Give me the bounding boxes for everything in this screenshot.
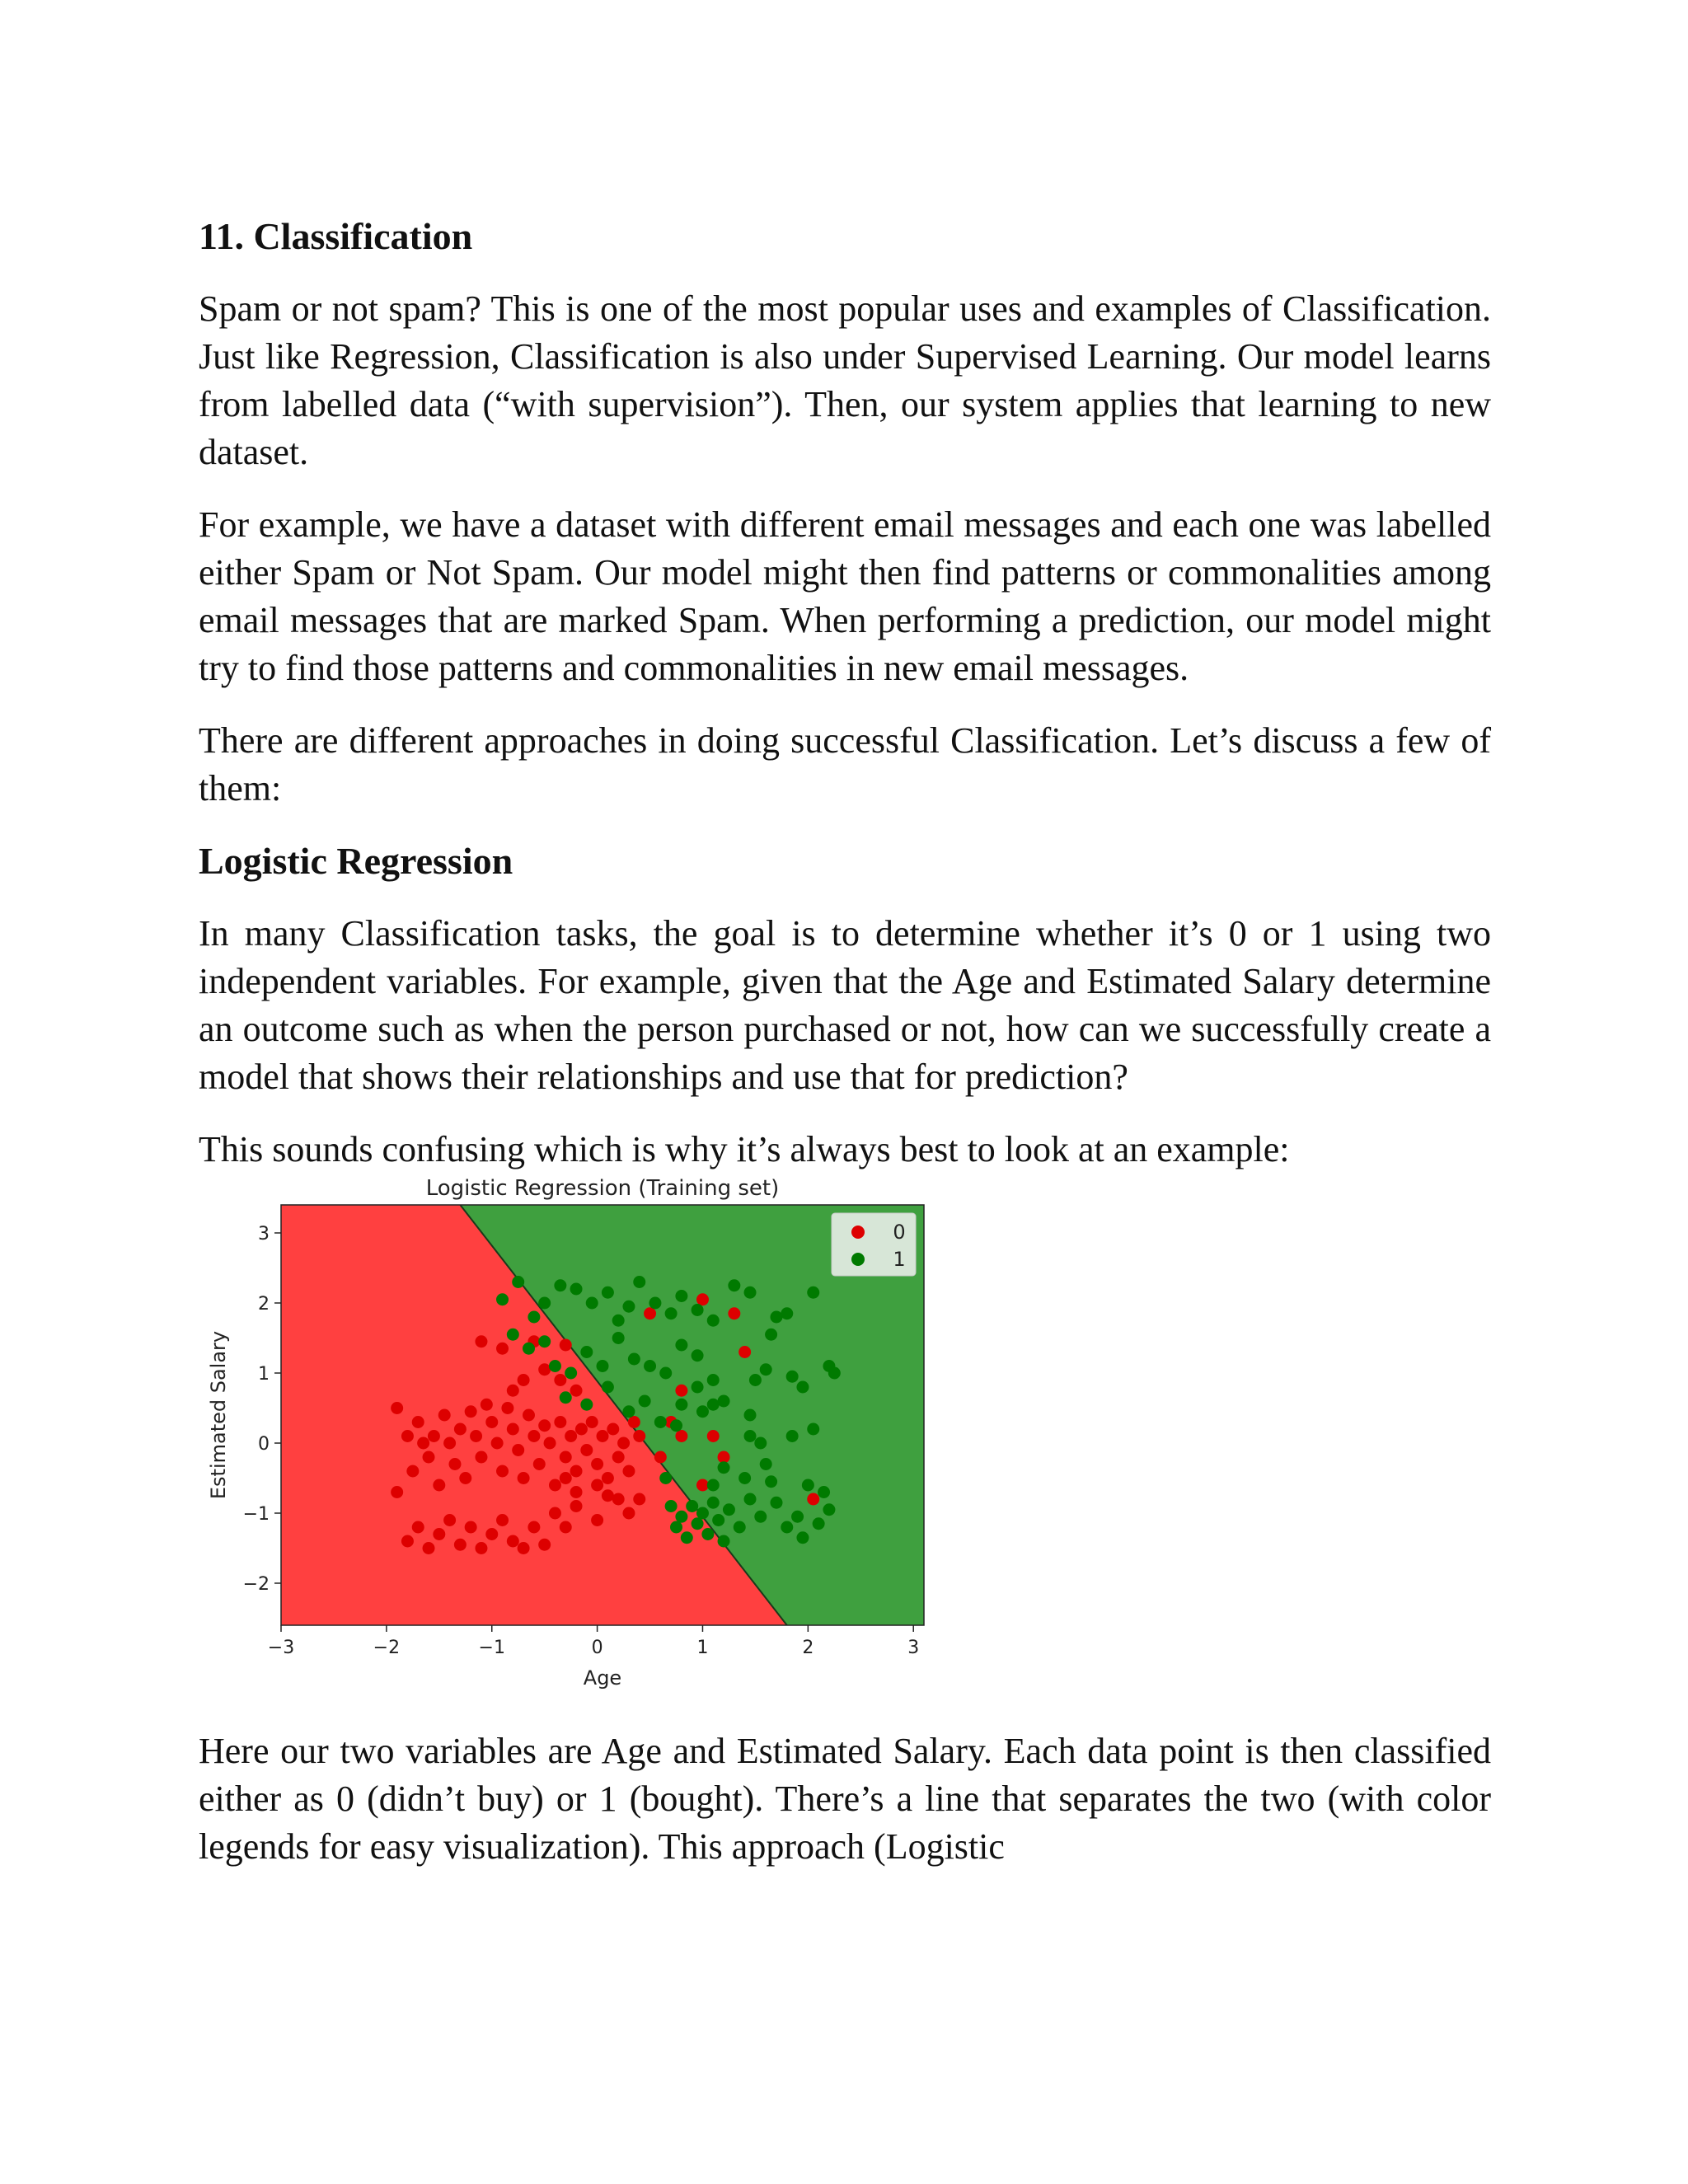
data-point-class-1 <box>770 1311 782 1324</box>
legend <box>832 1213 916 1276</box>
data-point-class-1 <box>707 1399 720 1411</box>
data-point-class-1 <box>707 1315 720 1327</box>
data-point-class-0 <box>549 1507 561 1520</box>
data-point-class-0 <box>591 1458 603 1470</box>
data-point-class-0 <box>523 1409 535 1422</box>
data-point-class-0 <box>475 1542 487 1554</box>
data-point-class-0 <box>554 1416 566 1428</box>
data-point-class-0 <box>438 1409 451 1422</box>
paragraph-approaches: There are different approaches in doing successful Classification. Let’s discuss a few of them: <box>199 720 1491 808</box>
data-point-class-1 <box>770 1497 782 1509</box>
data-point-class-0 <box>617 1437 630 1450</box>
data-point-class-1 <box>670 1521 682 1534</box>
data-point-class-1 <box>744 1430 757 1442</box>
data-point-class-0 <box>391 1402 403 1414</box>
x-tick-label: −3 <box>267 1638 295 1658</box>
legend-label-0: 0 <box>893 1221 906 1244</box>
data-point-class-1 <box>675 1339 687 1352</box>
paragraph-example-lead: This sounds confusing which is why it’s always best to look at an example: <box>199 1129 1290 1169</box>
data-point-class-1 <box>560 1391 572 1404</box>
data-point-class-0 <box>538 1363 551 1376</box>
data-point-class-0 <box>501 1402 513 1414</box>
data-point-class-1 <box>718 1395 730 1408</box>
data-point-class-0 <box>507 1535 519 1548</box>
data-point-class-1 <box>707 1374 720 1386</box>
y-tick-label: 1 <box>258 1364 270 1385</box>
data-point-class-0 <box>633 1493 645 1506</box>
data-point-class-0 <box>496 1465 509 1478</box>
data-point-class-0 <box>544 1437 556 1450</box>
data-point-class-1 <box>765 1475 777 1488</box>
data-point-class-1 <box>538 1297 551 1310</box>
logistic-regression-chart <box>199 1164 1023 1691</box>
data-point-class-1 <box>781 1521 793 1534</box>
y-tick-label: 0 <box>258 1434 270 1455</box>
data-point-class-0 <box>412 1416 424 1428</box>
data-point-class-1 <box>744 1493 757 1506</box>
data-point-class-0 <box>538 1539 551 1551</box>
data-point-class-0 <box>475 1451 487 1464</box>
data-point-class-1 <box>813 1517 825 1530</box>
data-point-class-1 <box>580 1346 593 1358</box>
data-point-class-1 <box>696 1405 709 1418</box>
y-tick-label: −2 <box>242 1574 270 1595</box>
data-point-class-1 <box>728 1279 740 1291</box>
data-point-class-0 <box>612 1451 625 1464</box>
data-point-class-0 <box>423 1542 435 1554</box>
data-point-class-1 <box>786 1371 799 1383</box>
data-point-class-1 <box>659 1367 672 1380</box>
data-point-class-0 <box>406 1465 419 1478</box>
data-point-class-1 <box>675 1511 687 1523</box>
data-point-class-1 <box>633 1276 645 1288</box>
data-point-class-0 <box>586 1416 598 1428</box>
data-point-class-0 <box>512 1444 524 1456</box>
data-point-class-0 <box>507 1385 519 1397</box>
data-point-class-0 <box>433 1528 445 1540</box>
data-point-class-0 <box>602 1489 614 1502</box>
x-tick-label: 3 <box>907 1638 920 1658</box>
x-axis-label: Age <box>583 1666 622 1690</box>
data-point-class-0 <box>518 1374 530 1386</box>
document-page <box>199 213 1491 1896</box>
data-point-class-1 <box>622 1405 635 1418</box>
data-point-class-1 <box>696 1507 709 1520</box>
data-point-class-0 <box>549 1479 561 1492</box>
data-point-class-0 <box>465 1405 477 1418</box>
data-point-class-1 <box>692 1304 704 1316</box>
data-point-class-1 <box>738 1472 751 1484</box>
data-point-class-0 <box>696 1479 709 1492</box>
data-point-class-0 <box>580 1444 593 1456</box>
data-point-class-1 <box>644 1360 656 1372</box>
data-point-class-0 <box>570 1486 583 1498</box>
paragraph-spam-intro: Spam or not spam? This is one of the most popular uses and examples of Classification. Just like Regression, Classification is also under Supervised Learning. Our model learns from labelled data (“with supervision”). Then, our system applies that learning to new dataset. <box>199 288 1491 472</box>
data-point-class-1 <box>496 1293 509 1305</box>
data-point-class-0 <box>496 1514 509 1526</box>
data-point-class-0 <box>528 1521 540 1534</box>
data-point-class-0 <box>433 1479 445 1492</box>
data-point-class-1 <box>612 1315 625 1327</box>
data-point-class-0 <box>423 1451 435 1464</box>
data-point-class-1 <box>507 1329 519 1341</box>
data-point-class-0 <box>591 1479 603 1492</box>
data-point-class-0 <box>465 1521 477 1534</box>
data-point-class-0 <box>475 1335 487 1347</box>
y-tick-label: −1 <box>242 1504 270 1525</box>
data-point-class-0 <box>602 1472 614 1484</box>
data-point-class-1 <box>692 1349 704 1361</box>
data-point-class-0 <box>654 1451 667 1464</box>
data-point-class-1 <box>760 1458 772 1470</box>
data-point-class-0 <box>560 1451 572 1464</box>
data-point-class-1 <box>734 1521 746 1534</box>
paragraph-logistic-intro: In many Classification tasks, the goal is to determine whether it’s 0 or 1 using two independent variables. For example, given that the Age and Estimated Salary determine an outcome such as when the person purchased or not, how can we successfully create a model that shows their relationships and use that for prediction? <box>199 913 1491 1097</box>
data-point-class-1 <box>807 1423 819 1436</box>
data-point-class-0 <box>560 1339 572 1352</box>
data-point-class-1 <box>823 1503 835 1516</box>
data-point-class-1 <box>791 1511 804 1523</box>
data-point-class-0 <box>454 1539 467 1551</box>
data-point-class-1 <box>718 1535 730 1548</box>
data-point-class-0 <box>597 1430 609 1442</box>
data-point-class-0 <box>454 1423 467 1436</box>
data-point-class-1 <box>602 1381 614 1394</box>
data-point-class-0 <box>570 1465 583 1478</box>
data-point-class-1 <box>712 1514 724 1526</box>
data-point-class-0 <box>738 1346 751 1358</box>
x-tick-label: 1 <box>696 1638 709 1658</box>
data-point-class-1 <box>707 1479 720 1492</box>
data-point-class-0 <box>518 1472 530 1484</box>
data-point-class-0 <box>807 1493 819 1506</box>
data-point-class-1 <box>586 1297 598 1310</box>
data-point-class-1 <box>565 1367 577 1380</box>
data-point-class-1 <box>554 1279 566 1291</box>
paragraph-explanation: Here our two variables are Age and Estimated Salary. Each data point is then classified either as 0 (didn’t buy) or 1 (bought). There’s a line that separates the two (with color legends for easy visualization). This approach (Logistic <box>199 1731 1491 1867</box>
data-point-class-0 <box>507 1423 519 1436</box>
data-point-class-0 <box>560 1472 572 1484</box>
data-point-class-0 <box>607 1423 619 1436</box>
data-point-class-1 <box>538 1335 551 1347</box>
data-point-class-0 <box>417 1437 429 1450</box>
y-tick-label: 3 <box>258 1224 270 1244</box>
data-point-class-1 <box>512 1276 524 1288</box>
data-point-class-0 <box>560 1521 572 1534</box>
legend-marker-1 <box>851 1253 865 1266</box>
data-point-class-1 <box>786 1430 799 1442</box>
data-point-class-1 <box>828 1367 841 1380</box>
data-point-class-1 <box>701 1528 714 1540</box>
data-point-class-0 <box>570 1500 583 1512</box>
data-point-class-0 <box>491 1437 504 1450</box>
data-point-class-1 <box>670 1419 682 1432</box>
data-point-class-1 <box>818 1486 830 1498</box>
x-tick-label: −2 <box>373 1638 401 1658</box>
data-point-class-1 <box>692 1381 704 1394</box>
data-point-class-1 <box>718 1461 730 1474</box>
data-point-class-1 <box>692 1517 704 1530</box>
data-point-class-1 <box>723 1503 735 1516</box>
section-heading-logistic-regression: Logistic Regression <box>199 840 513 882</box>
data-point-class-0 <box>401 1430 414 1442</box>
legend-marker-0 <box>851 1226 865 1239</box>
data-point-class-1 <box>796 1531 809 1544</box>
data-point-class-1 <box>602 1286 614 1299</box>
data-point-class-1 <box>622 1301 635 1313</box>
data-point-class-1 <box>549 1360 561 1372</box>
data-point-class-0 <box>675 1430 687 1442</box>
data-point-class-0 <box>591 1514 603 1526</box>
data-point-class-0 <box>575 1423 588 1436</box>
data-point-class-0 <box>570 1385 583 1397</box>
data-point-class-0 <box>528 1430 540 1442</box>
data-point-class-0 <box>518 1542 530 1554</box>
legend-label-1: 1 <box>893 1248 906 1271</box>
data-point-class-1 <box>675 1290 687 1302</box>
data-point-class-1 <box>686 1500 698 1512</box>
data-point-class-1 <box>681 1531 693 1544</box>
data-point-class-0 <box>565 1430 577 1442</box>
x-tick-label: 0 <box>591 1638 603 1658</box>
data-point-class-1 <box>754 1437 767 1450</box>
data-point-class-0 <box>728 1307 740 1319</box>
y-axis-label: Estimated Salary <box>207 1330 230 1500</box>
data-point-class-1 <box>639 1395 651 1408</box>
data-point-class-0 <box>622 1465 635 1478</box>
data-point-class-1 <box>707 1497 720 1509</box>
data-point-class-0 <box>470 1430 482 1442</box>
paragraph-email-example: For example, we have a dataset with different email messages and each one was labelled either Spam or Not Spam. Our model might then find patterns or commonalities among email messages that are marked Spam. When performing a prediction, our model might try to find those patterns and commonalities in new email messages. <box>199 504 1491 688</box>
logistic-regression-figure <box>199 1164 1023 1691</box>
data-point-class-0 <box>554 1374 566 1386</box>
chart-title: Logistic Regression (Training set) <box>425 1176 780 1201</box>
data-point-class-0 <box>459 1472 471 1484</box>
data-point-class-0 <box>485 1528 498 1540</box>
data-point-class-1 <box>675 1399 687 1411</box>
data-point-class-1 <box>528 1311 540 1324</box>
data-point-class-0 <box>538 1419 551 1432</box>
data-point-class-1 <box>654 1416 667 1428</box>
data-point-class-1 <box>665 1307 678 1319</box>
data-point-class-1 <box>659 1472 672 1484</box>
data-point-class-0 <box>612 1493 625 1506</box>
data-point-class-1 <box>765 1329 777 1341</box>
x-tick-label: 2 <box>802 1638 814 1658</box>
data-point-class-0 <box>391 1486 403 1498</box>
data-point-class-0 <box>401 1535 414 1548</box>
data-point-class-0 <box>448 1458 461 1470</box>
data-point-class-1 <box>628 1353 640 1366</box>
data-point-class-1 <box>760 1363 772 1376</box>
data-point-class-0 <box>443 1514 456 1526</box>
data-point-class-0 <box>443 1437 456 1450</box>
data-point-class-0 <box>496 1343 509 1355</box>
data-point-class-1 <box>665 1500 678 1512</box>
data-point-class-1 <box>597 1360 609 1372</box>
data-point-class-0 <box>707 1430 720 1442</box>
data-point-class-1 <box>781 1307 793 1319</box>
data-point-class-1 <box>749 1374 762 1386</box>
data-point-class-0 <box>481 1399 493 1411</box>
data-point-class-0 <box>622 1507 635 1520</box>
data-point-class-0 <box>644 1307 656 1319</box>
data-point-class-1 <box>570 1283 583 1296</box>
data-point-class-0 <box>533 1458 546 1470</box>
data-point-class-1 <box>796 1381 809 1394</box>
data-point-class-0 <box>696 1293 709 1305</box>
data-point-class-0 <box>412 1521 424 1534</box>
data-point-class-1 <box>754 1511 767 1523</box>
y-tick-label: 2 <box>258 1294 270 1315</box>
data-point-class-1 <box>612 1332 625 1344</box>
x-tick-label: −1 <box>478 1638 505 1658</box>
section-heading-classification: 11. Classification <box>199 215 473 257</box>
data-point-class-1 <box>802 1479 814 1492</box>
data-point-class-1 <box>744 1286 757 1299</box>
data-point-class-1 <box>744 1409 757 1422</box>
data-point-class-1 <box>807 1286 819 1299</box>
data-point-class-1 <box>523 1343 535 1355</box>
data-point-class-0 <box>675 1385 687 1397</box>
data-point-class-0 <box>633 1430 645 1442</box>
data-point-class-0 <box>428 1430 440 1442</box>
data-point-class-1 <box>649 1297 661 1310</box>
data-point-class-0 <box>485 1416 498 1428</box>
data-point-class-1 <box>580 1399 593 1411</box>
data-point-class-0 <box>628 1416 640 1428</box>
